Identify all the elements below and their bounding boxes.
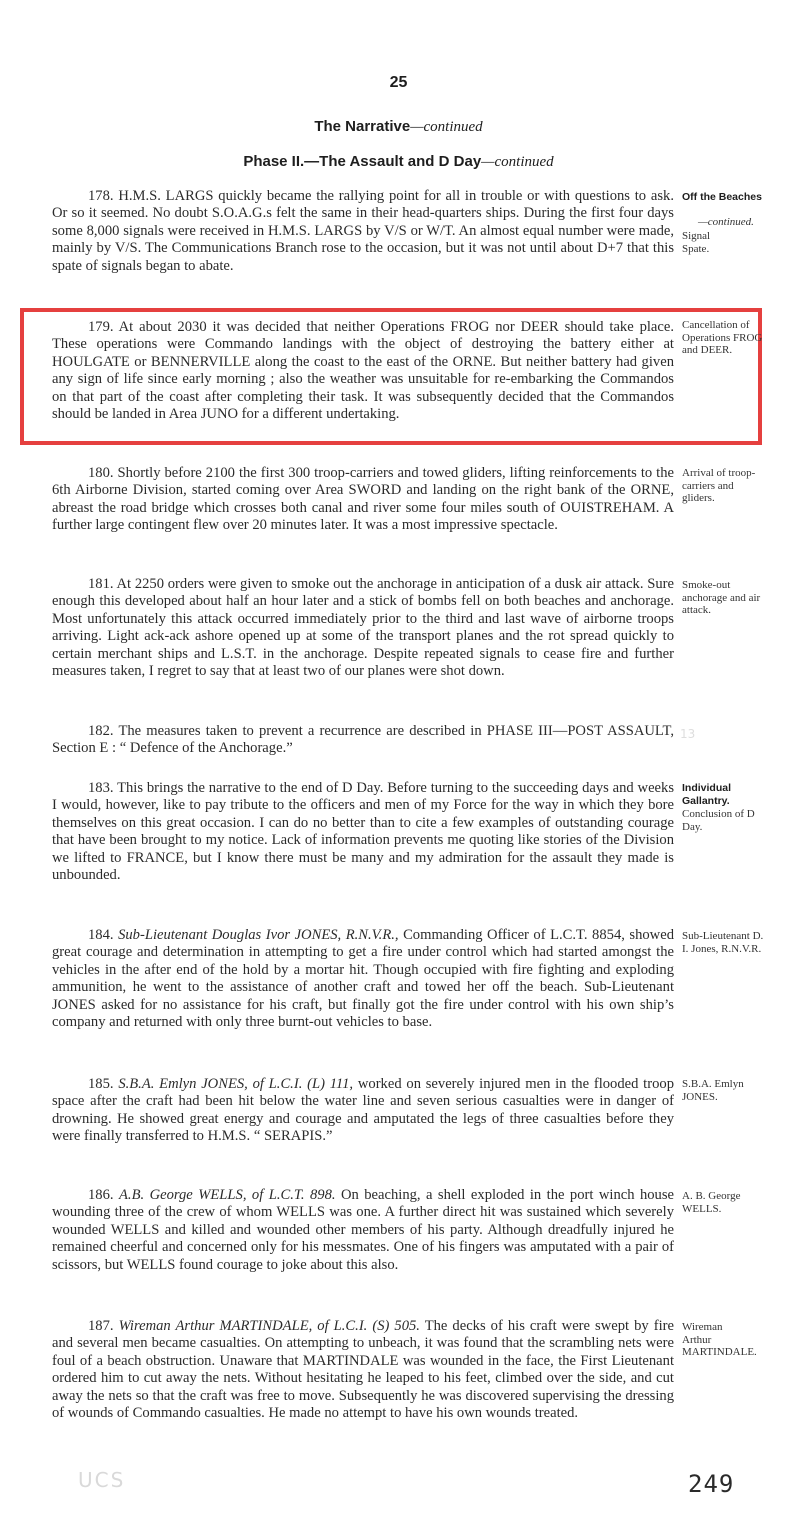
section-heading bbox=[0, 118, 797, 136]
margin-note-sub-lieutenant: Sub-Lieutenant D. I. Jones, R.N.V.R. bbox=[682, 930, 764, 955]
paragraph-number: 181. bbox=[88, 576, 114, 592]
margin-note-george-wells: A. B. George WELLS. bbox=[682, 1190, 741, 1215]
paragraph-number: 184. bbox=[88, 927, 114, 943]
section-heading-title: The Narrative bbox=[314, 118, 411, 135]
margin-note-smoke-out: Smoke-out anchorage and air attack. bbox=[682, 579, 761, 616]
paragraph-text: Commanding Officer of L.C.T. 8854, showed great courage and determination in attempting to get a fire under control which had started amongst the vehicles in the after end of the hold by a mortar hit. Though occupied with fire fighting and exploding ammunition, he went to the assistance of another craft and towed her off the beach. Sub-Lieutenant JONES asked for no assistance for his craft, but finally got the fire under control with his own ship’s company and returned with only three burnt-out vehicles to base. bbox=[52, 927, 674, 1031]
margin-note-cancellation: Cancellation of Operations FROG and DEER. bbox=[682, 319, 763, 356]
sheet-number: 249 bbox=[688, 1470, 735, 1498]
page-number: 25 bbox=[389, 74, 408, 91]
paragraph-number: 178. bbox=[88, 188, 114, 204]
paragraph-183 bbox=[52, 780, 674, 884]
paragraph-text: worked on severely injured men in the flooded troop space after the craft had been hit below the water line and seven serious casualties were in danger of drowning. He showed great energy and courage and amputated the legs of three casualties before they were finally transferred to H.M.S. “ SERAPIS.” bbox=[52, 1076, 674, 1145]
margin-note-arrival: Arrival of troop-carriers and gliders. bbox=[682, 467, 756, 504]
paragraph-person: S.B.A. Emlyn JONES, of L.C.I. (L) 111, bbox=[118, 1076, 354, 1092]
section-heading-continued: —continued bbox=[410, 119, 483, 135]
paragraph-number: 186. bbox=[88, 1187, 114, 1203]
paragraph-181 bbox=[52, 576, 674, 680]
phase-heading-title: Phase II.—The Assault and D Day bbox=[243, 153, 482, 170]
phase-heading bbox=[0, 153, 797, 171]
margin-heading-individual-gallantry: Individual Gallantry. bbox=[682, 782, 732, 807]
paragraph-text: This brings the narrative to the end of D Day. Before turning to the succeeding days and weeks I would, however, like to pay tribute to the officers and men of my Force for the way in which they bore themselves on this great occasion. I can do no better than to cite a few examples of outstanding courage that have been brought to my notice. Lack of information prevents me quoting like stories of the Division we lifted to FRANCE, but I know there must be many and my admiration for the assault they made is unbounded. bbox=[52, 780, 674, 884]
paragraph-number: 183. bbox=[88, 780, 114, 796]
phase-heading-continued: —continued bbox=[481, 154, 554, 170]
side-stamp: 13 bbox=[680, 727, 696, 741]
paragraph-178 bbox=[52, 188, 674, 275]
margin-heading-off-the-beaches: Off the Beaches bbox=[682, 191, 762, 203]
margin-note-sba-jones: S.B.A. Emlyn JONES. bbox=[682, 1078, 744, 1103]
paragraph-184 bbox=[52, 927, 674, 1031]
paragraph-text: Shortly before 2100 the first 300 troop-carriers and towed gliders, lifting reinforcements to the 6th Airborne Division, started coming over Area SWORD and landing on the right bank of the ORNE, abreast the road bridge which crosses both canal and river some four miles south of OUISTREHAM. A further large contingent flew over 20 minutes later. It was a most impressive spectacle. bbox=[52, 465, 674, 534]
paragraph-number: 180. bbox=[88, 465, 114, 481]
margin-note-conclusion: Conclusion of D Day. bbox=[682, 808, 755, 833]
paragraph-number: 185. bbox=[88, 1076, 114, 1092]
paragraph-text: At 2250 orders were given to smoke out the anchorage in anticipation of a dusk air attack. Sure enough this developed about half an hour later and a stick of bombs fell on both beaches and anchorage. Most unfortunately this attack occurred immediately prior to the third and last wave of airborne troops arriving. Light ack-ack ashore opened up at some of the transport planes and the rot spread quickly to certain merchant ships and L.S.T. in the anchorage. Despite repeated signals to cease fire and further measures taken, I regret to say that at least two of our planes were shot down. bbox=[52, 576, 674, 680]
paragraph-180 bbox=[52, 465, 674, 535]
paragraph-182 bbox=[52, 723, 674, 758]
paragraph-person: A.B. George WELLS, of L.C.T. 898. bbox=[119, 1187, 336, 1203]
paragraph-person: Sub-Lieutenant Douglas Ivor JONES, R.N.V.R., bbox=[118, 927, 399, 943]
paragraph-185 bbox=[52, 1076, 674, 1146]
margin-note-signal-spate: Signal Spate. bbox=[682, 230, 711, 255]
paragraph-text: The decks of his craft were swept by fire and several men became casualties. On attempting to unbeach, it was found that the scrambling nets were foul of a beach obstruction. Unaware that MARTINDALE was wounded in the face, the First Lieutenant ordered him to cut away the nets. Without hesitating he leaped to his feet, climbed over the side, and cut away the nets so that the craft was free to move. Subsequently he was discovered supervising the dressing of wounds of Commando casualties. He made no attempt to have his own wounds treated. bbox=[52, 1318, 674, 1422]
paragraph-person: Wireman Arthur MARTINDALE, of L.C.I. (S) 505. bbox=[118, 1318, 420, 1334]
paragraph-text: H.M.S. LARGS quickly became the rallying point for all in trouble or with questions to ask. Or so it seemed. No doubt S.O.A.G.s felt the same in their head-quarters ships. During the first four days some 8,000 signals were received in H.M.S. LARGS by V/S or W/T. An almost equal number were made, mainly by V/S. The Communications Branch rose to the occasion, but it was not until about D+7 that this spate of signals began to abate. bbox=[52, 188, 674, 274]
paragraph-text: At about 2030 it was decided that neither Operations FROG nor DEER should take place. These operations were Commando landings with the object of destroying the battery either at HOULGATE or BENNERVILLE along the coast to the east of the ORNE. But neither battery had given any sign of life since early morning ; also the weather was unsuitable for re-embarking the Commandos on that part of the coast after completing their task. It was subsequently decided that the Commandos should be landed in Area JUNO for a different undertaking. bbox=[52, 319, 675, 423]
paragraph-text: On beaching, a shell exploded in the port winch house wounding three of the crew of whom WELLS was one. A further direct hit was sustained which severely wounded WELLS and killed and wounded other members of his party. Although dreadfully injured he remained cheerful and concerned only for his messmates. One of his fingers was amputated with a pair of scissors, but WELLS found courage to joke about this also. bbox=[52, 1187, 675, 1273]
paragraph-179 bbox=[52, 319, 674, 423]
paragraph-text: The measures taken to prevent a recurrence are described in PHASE III—POST ASSAULT, Section E : “ Defence of the Anchorage.” bbox=[52, 723, 674, 757]
archive-stamp: UCS bbox=[78, 1468, 126, 1492]
paragraph-186 bbox=[52, 1187, 674, 1274]
paragraph-number: 182. bbox=[88, 723, 114, 739]
margin-note-martindale: Wireman Arthur MARTINDALE. bbox=[682, 1321, 757, 1358]
paragraph-187 bbox=[52, 1318, 674, 1422]
paragraph-number: 187. bbox=[88, 1318, 114, 1334]
margin-heading-continued: —continued. bbox=[698, 216, 754, 228]
paragraph-number: 179. bbox=[88, 319, 114, 335]
